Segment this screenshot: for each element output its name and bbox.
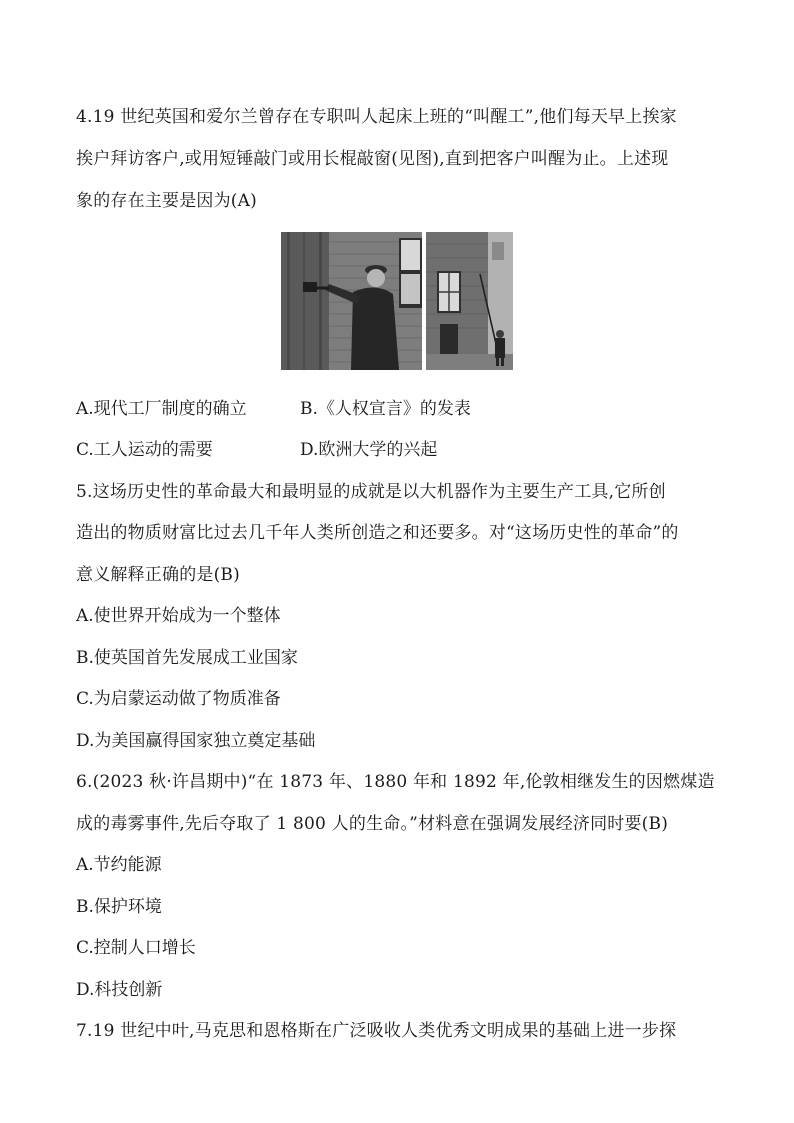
q6-option-c: C.控制人口增长 <box>76 938 196 958</box>
q5-option-b: B.使英国首先发展成工业国家 <box>76 648 298 668</box>
q5-option-a: A.使世界开始成为一个整体 <box>76 606 281 626</box>
q6-option-a: A.节约能源 <box>76 855 162 875</box>
q4-line-2: 挨户拜访客户,或用短锤敲门或用长棍敲窗(见图),直到把客户叫醒为止。上述现 <box>76 149 669 169</box>
q4-option-b: B.《人权宣言》的发表 <box>300 399 471 419</box>
q7-line-1: 7.19 世纪中叶,马克思和恩格斯在广泛吸收人类优秀文明成果的基础上进一步探 <box>76 1021 677 1041</box>
knocker-up-photos <box>281 232 513 370</box>
q4-option-c: C.工人运动的需要 <box>76 440 213 460</box>
q4-option-a: A.现代工厂制度的确立 <box>76 399 247 419</box>
q6-line-1: 6.(2023 秋·许昌期中)“在 1873 年、1880 年和 1892 年,伦敦相继发生的因燃煤造 <box>76 772 715 792</box>
q5-option-d: D.为美国赢得国家独立奠定基础 <box>76 731 316 751</box>
photo-knocking-door <box>281 232 422 370</box>
q4-line-1: 4.19 世纪英国和爱尔兰曾存在专职叫人起床上班的“叫醒工”,他们每天早上挨家 <box>76 107 677 127</box>
q5-line-2: 造出的物质财富比过去几千年人类所创造之和还要多。对“这场历史性的革命”的 <box>76 523 679 543</box>
q5-line-1: 5.这场历史性的革命最大和最明显的成就是以大机器作为主要生产工具,它所创 <box>76 482 666 502</box>
q5-option-c: C.为启蒙运动做了物质准备 <box>76 689 281 709</box>
photo-knocking-window <box>426 232 513 370</box>
q4-line-3: 象的存在主要是因为(A) <box>76 191 257 211</box>
q6-line-2: 成的毒雾事件,先后夺取了 1 800 人的生命。”材料意在强调发展经济同时要(B) <box>76 814 669 834</box>
q5-line-3: 意义解释正确的是(B) <box>76 565 240 585</box>
q6-option-b: B.保护环境 <box>76 897 162 917</box>
q4-option-d: D.欧洲大学的兴起 <box>300 440 438 460</box>
q6-option-d: D.科技创新 <box>76 980 163 1000</box>
